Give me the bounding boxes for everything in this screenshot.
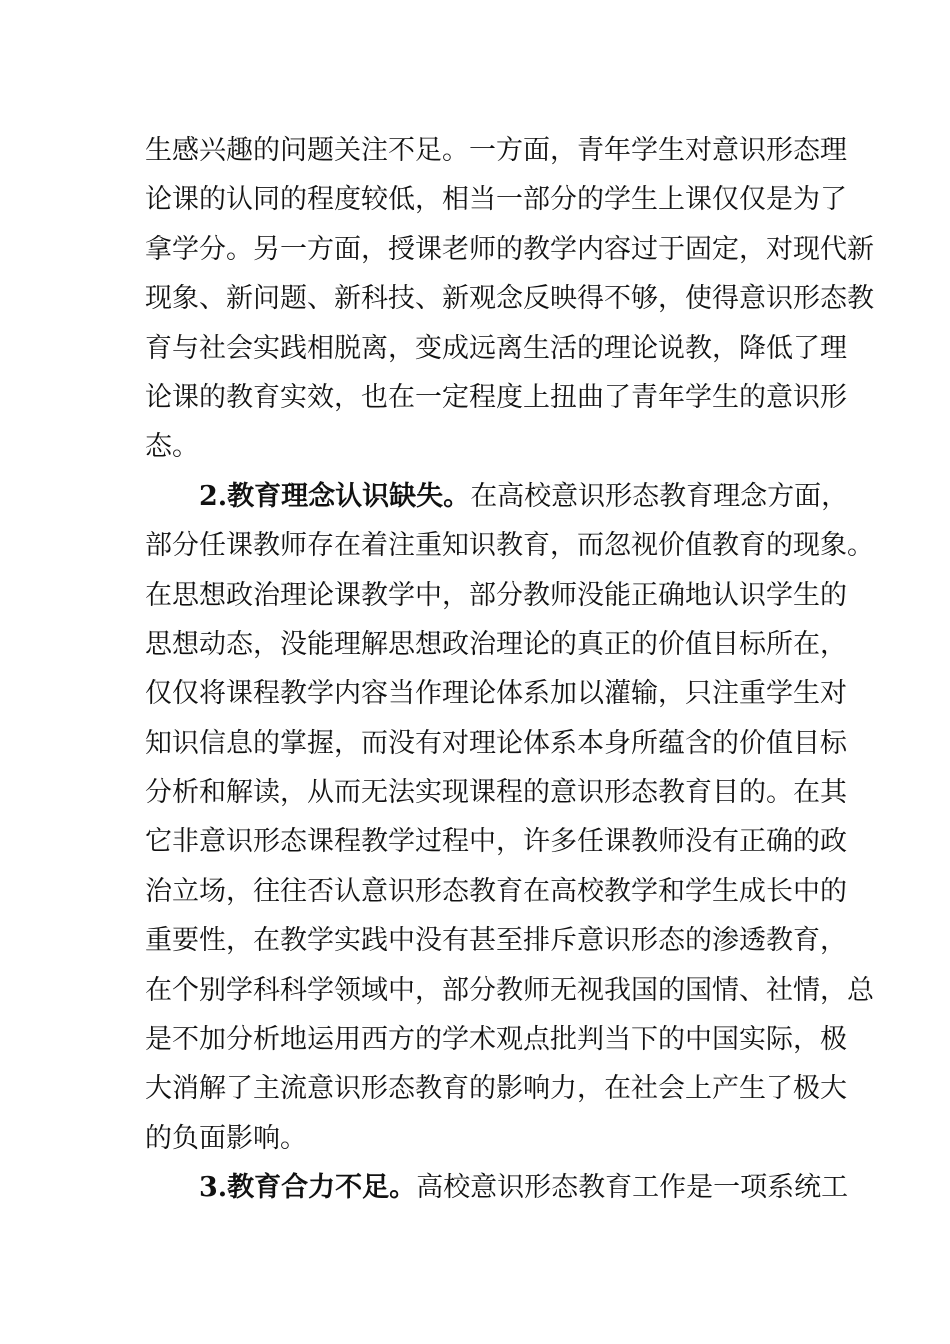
paragraph-3-first-line-text: 高校意识形态教育工作是一项系统工 <box>416 1172 849 1204</box>
paragraph-2-line: 在思想政治理论课教学中，部分教师没能正确地认识学生的 <box>145 579 847 611</box>
paragraph-2-line: 治立场，往往否认意识形态教育在高校教学和学生成长中的 <box>145 875 847 907</box>
paragraph-1-line: 现象、新问题、新科技、新观念反映得不够，使得意识形态教 <box>145 283 874 315</box>
paragraph-2-line: 部分任课教师存在着注重知识教育，而忽视价值教育的现象。 <box>145 530 874 562</box>
paragraph-2-line: 仅仅将课程教学内容当作理论体系加以灌输，只注重学生对 <box>145 678 847 710</box>
section-heading-2: 2.教育理念认识缺失。 <box>199 480 471 512</box>
section-heading-3: 3.教育合力不足。 <box>199 1172 417 1204</box>
paragraph-1-line: 论课的认同的程度较低，相当一部分的学生上课仅仅是为了 <box>145 184 847 216</box>
paragraph-1-line: 育与社会实践相脱离，变成远离生活的理论说教，降低了理 <box>145 332 847 364</box>
paragraph-2-first-line-text: 在高校意识形态教育理念方面， <box>470 480 849 512</box>
paragraph-1-line: 论课的教育实效，也在一定程度上扭曲了青年学生的意识形 <box>145 381 847 413</box>
paragraph-3-first-line <box>145 1163 849 1212</box>
paragraph-2-line: 重要性，在教学实践中没有甚至排斥意识形态的渗透教育， <box>145 925 847 957</box>
paragraph-2-line: 是不加分析地运用西方的学术观点批判当下的中国实际，极 <box>145 1024 847 1056</box>
paragraph-1-line: 生感兴趣的问题关注不足。一方面，青年学生对意识形态理 <box>145 135 847 166</box>
paragraph-2-line: 知识信息的掌握，而没有对理论体系本身所蕴含的价值目标 <box>145 727 847 759</box>
body-text <box>145 126 874 1213</box>
paragraph-1-line: 拿学分。另一方面，授课老师的教学内容过于固定，对现代新 <box>145 233 874 265</box>
paragraph-1-line: 态。 <box>145 431 199 463</box>
paragraph-2-line: 分析和解读，从而无法实现课程的意识形态教育目的。在其 <box>145 777 847 809</box>
paragraph-2-first-line <box>145 472 849 521</box>
paragraph-2-line: 它非意识形态课程教学过程中，许多任课教师没有正确的政 <box>145 826 847 858</box>
paragraph-2-line: 在个别学科科学领域中，部分教师无视我国的国情、社情，总 <box>145 974 874 1006</box>
paragraph-2-line: 的负面影响。 <box>145 1122 307 1154</box>
paragraph-2-line: 大消解了主流意识形态教育的影响力，在社会上产生了极大 <box>145 1073 847 1105</box>
paragraph-2-line: 思想动态，没能理解思想政治理论的真正的价值目标所在， <box>145 628 847 660</box>
